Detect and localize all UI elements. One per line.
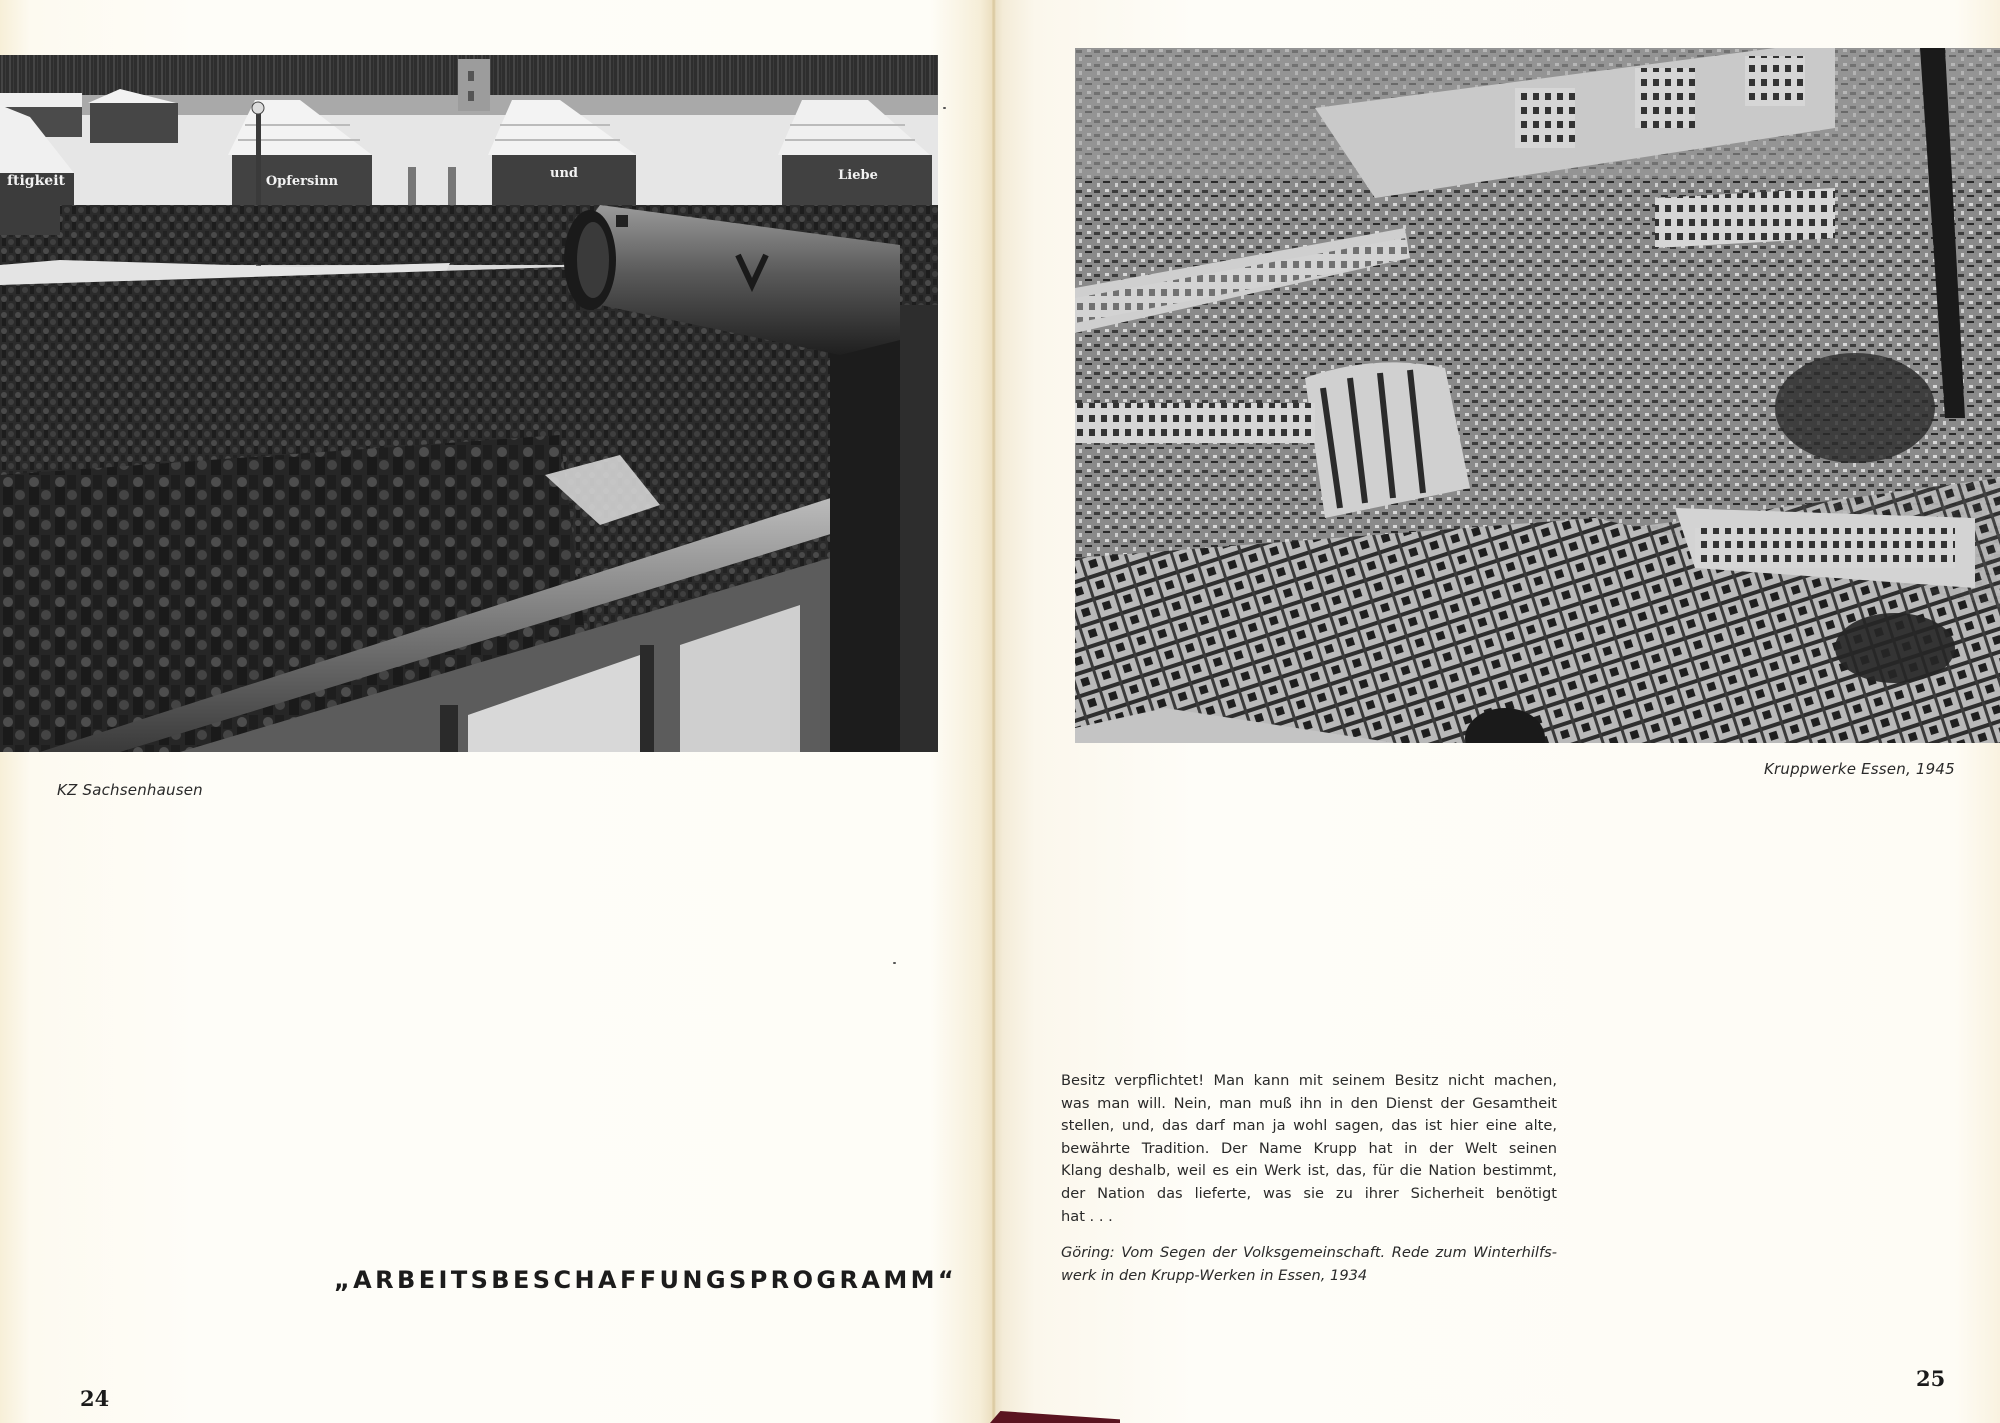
photo-kz-sachsenhausen-image: [0, 55, 938, 752]
quote-line: was man will. Nein, man muß ihn in den Dienst der Gesamtheit: [1061, 1094, 1557, 1112]
photo-kruppwerke-essen: [1075, 48, 2000, 743]
page-number-left: 24: [80, 1386, 110, 1411]
barrack-sign-text-3: und: [550, 166, 578, 181]
barrack-sign-text-4: Liebe: [838, 168, 878, 183]
caption-kruppwerke-essen: Kruppwerke Essen, 1945: [1764, 760, 1955, 778]
quote-line: bewährte Tradition. Der Name Krupp hat in der Welt seinen: [1061, 1139, 1557, 1157]
goering-quote: [1061, 1070, 1557, 1228]
source-line: Göring: Vom Segen der Volksgemeinschaft. Rede zum Winterhilfs-: [1061, 1244, 1557, 1261]
quote-line: Besitz verpflichtet! Man kann mit seinem Besitz nicht machen,: [1061, 1072, 1557, 1089]
section-heading: „ARBEITSBESCHAFFUNGSPROGRAMM“: [334, 1266, 958, 1294]
paper-speck: [943, 107, 946, 109]
page-number-right: 25: [1916, 1366, 1946, 1391]
caption-kz-sachsenhausen: KZ Sachsenhausen: [57, 781, 203, 799]
photo-kruppwerke-essen-image: [1075, 48, 2000, 743]
barrack-sign-text-1: ftigkeit: [7, 173, 65, 189]
quote-source: [1061, 1242, 1557, 1287]
quote-line: Klang deshalb, weil es ein Werk ist, das, für die Nation bestimmt,: [1061, 1162, 1557, 1180]
quote-line: der Nation das lieferte, was sie zu ihrer Sicherheit benötigt: [1061, 1184, 1557, 1202]
photo-kz-sachsenhausen: [0, 55, 938, 752]
quote-line: hat . . .: [1061, 1207, 1113, 1225]
source-line: werk in den Krupp-Werken in Essen, 1934: [1061, 1266, 1368, 1284]
quote-line: stellen, und, das darf man ja wohl sagen, das ist hier eine alte,: [1061, 1117, 1557, 1135]
barrack-sign-text-2: Opfersinn: [265, 174, 339, 189]
paper-speck: [893, 962, 896, 964]
book-gutter: [992, 0, 996, 1423]
